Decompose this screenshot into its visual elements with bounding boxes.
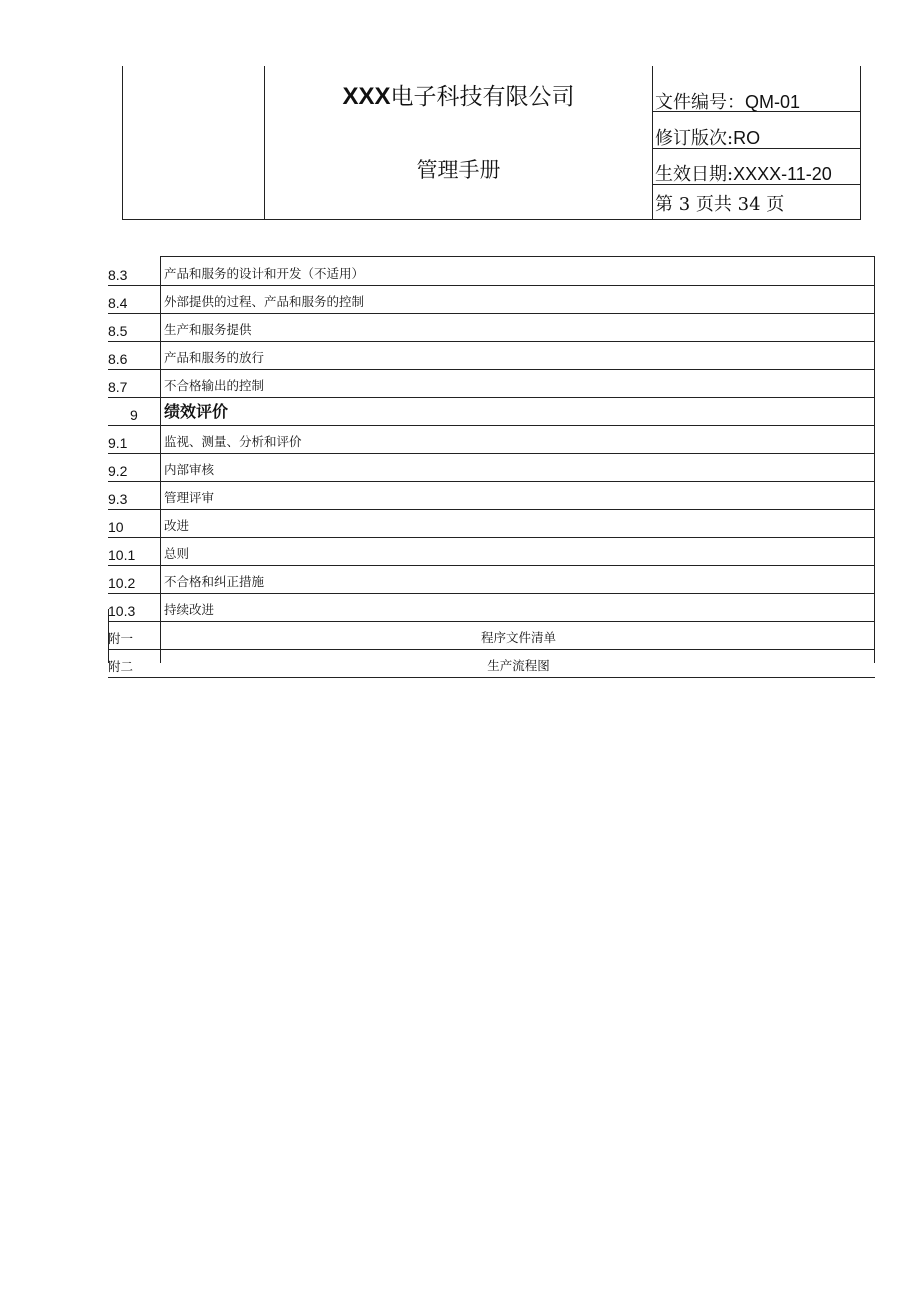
doc-number-label: 文件编号：: [655, 92, 745, 113]
revision-value: RO: [733, 128, 761, 148]
toc-row: [108, 538, 875, 566]
toc-title: 内部审核: [164, 462, 215, 477]
toc-row: [108, 482, 875, 510]
toc-title: 不合格输出的控制: [164, 378, 265, 393]
toc-title: 外部提供的过程、产品和服务的控制: [164, 294, 365, 309]
toc-row: [108, 370, 875, 398]
toc-chapter-title: 绩效评价: [164, 402, 229, 421]
toc-appendix-number: 附二: [108, 659, 134, 674]
company-prefix: XXX: [342, 83, 391, 110]
toc-title: 改进: [164, 518, 190, 533]
toc-row: [108, 342, 875, 370]
toc-chapter-row: [108, 398, 875, 426]
toc-row: [108, 566, 875, 594]
toc-number: 9.1: [108, 435, 128, 451]
effective-date-value: XXXX-11-20: [733, 164, 832, 184]
revision: [655, 124, 760, 150]
toc-row: [108, 256, 875, 286]
toc-title: 产品和服务的设计和开发（不适用）: [164, 266, 365, 281]
revision-label: 修订版次:: [655, 128, 734, 149]
table-of-contents: [108, 256, 875, 678]
toc-appendix-number: 附一: [108, 631, 134, 646]
toc-number: 9.3: [108, 491, 128, 507]
header-border-left: [122, 66, 123, 220]
toc-appendix-row: [108, 622, 875, 650]
doc-number: [655, 88, 800, 114]
toc-appendix-title: 生产流程图: [487, 658, 550, 673]
header-border-right: [860, 66, 861, 220]
toc-appendix-title: 程序文件清单: [480, 630, 556, 645]
toc-title: 总则: [164, 546, 190, 561]
toc-title: 管理评审: [164, 490, 215, 505]
toc-row: [108, 314, 875, 342]
toc-row: [108, 454, 875, 482]
toc-row: [108, 594, 875, 622]
toc-title: 产品和服务的放行: [164, 350, 265, 365]
effective-date: [655, 160, 832, 186]
document-header: [122, 66, 861, 220]
effective-date-label: 生效日期:: [655, 164, 734, 185]
toc-number: 8.3: [108, 267, 128, 283]
toc-appendix-row: [108, 650, 875, 678]
header-divider-2: [652, 66, 653, 220]
company-name: [265, 78, 652, 111]
toc-number: 8.5: [108, 323, 128, 339]
toc-title: 持续改进: [164, 602, 215, 617]
toc-number: 8.7: [108, 379, 128, 395]
toc-number: 8.6: [108, 351, 128, 367]
manual-title: 管理手册: [416, 158, 501, 182]
toc-number: 10.1: [108, 547, 136, 563]
toc-number: 9.2: [108, 463, 128, 479]
toc-number: 9: [130, 407, 138, 423]
toc-title: 监视、测量、分析和评价: [164, 434, 302, 449]
toc-row: [108, 426, 875, 454]
toc-number: 8.4: [108, 295, 128, 311]
toc-number: 10: [108, 519, 124, 535]
toc-title: 生产和服务提供: [164, 322, 252, 337]
header-border-bottom: [122, 219, 861, 220]
toc-row: [108, 510, 875, 538]
toc-row: [108, 286, 875, 314]
doc-number-value: QM-01: [745, 92, 801, 112]
toc-number: 10.2: [108, 575, 136, 591]
page-info: 第 3 页共 34 页: [655, 194, 785, 215]
company-suffix: 电子科技有限公司: [390, 84, 575, 110]
toc-title: 不合格和纠正措施: [164, 574, 265, 589]
toc-number: 10.3: [108, 603, 136, 619]
